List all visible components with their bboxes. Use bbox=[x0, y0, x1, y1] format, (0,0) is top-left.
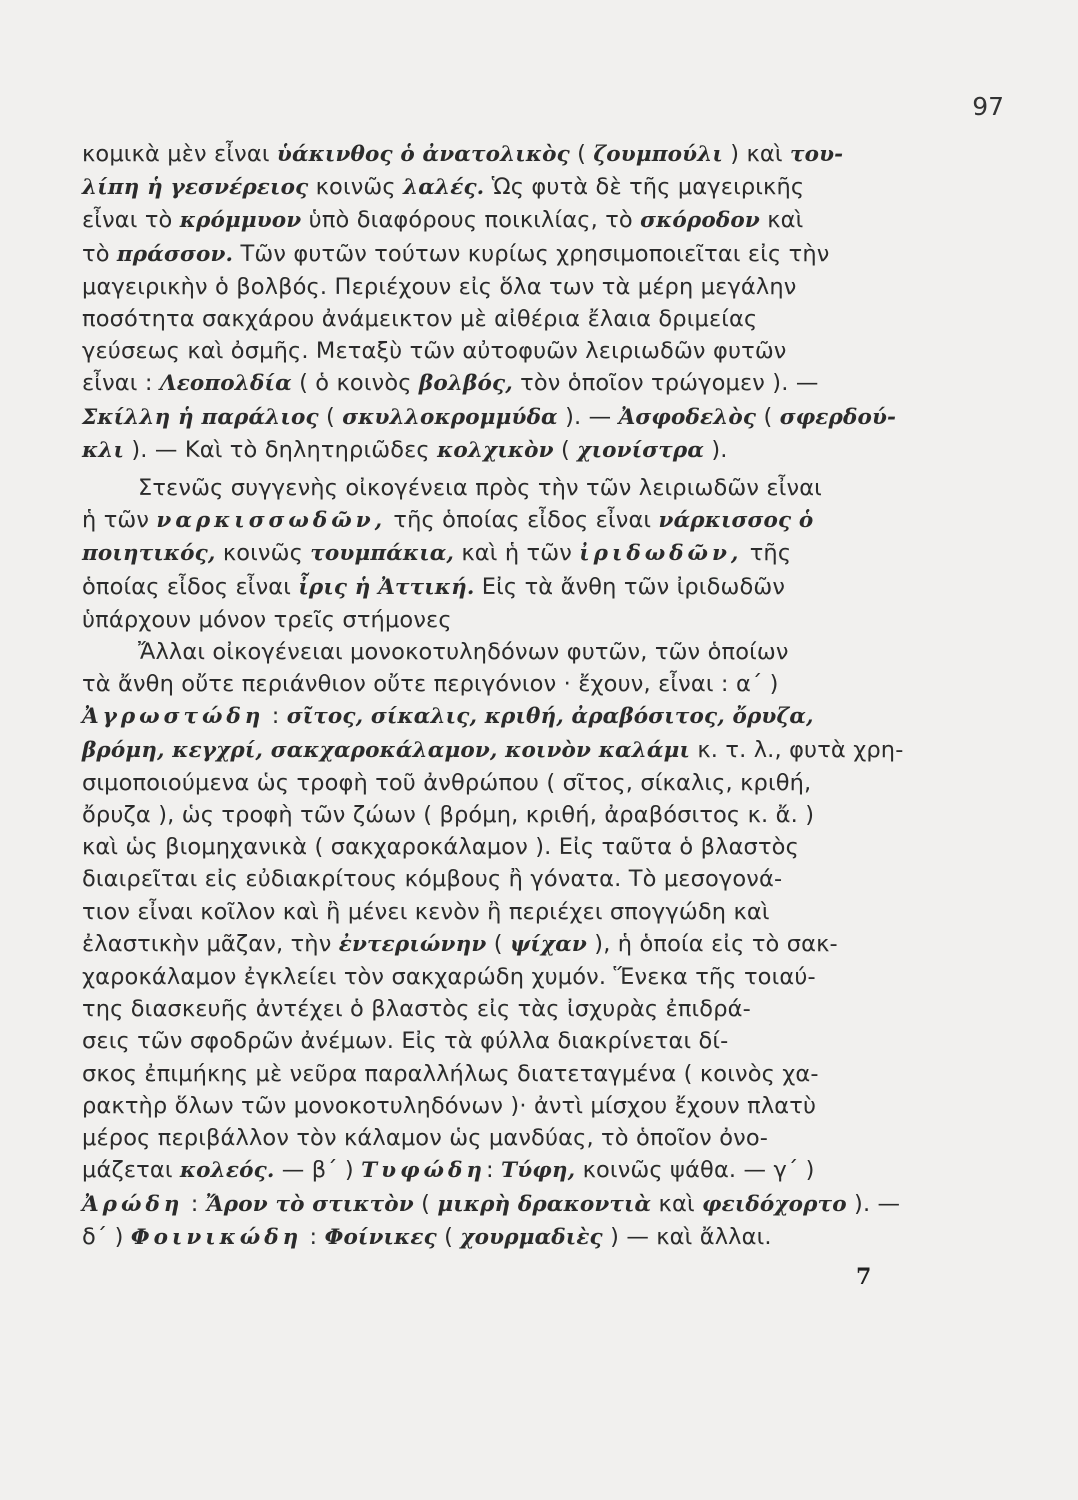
text-run: ( bbox=[486, 930, 510, 957]
text-line bbox=[82, 961, 942, 993]
text-line bbox=[82, 504, 942, 537]
emphasized-term: κλι bbox=[82, 437, 125, 463]
text-run: διαιρεῖται εἰς εὐδιακρίτους κόμβους ἢ γόνατα. Τὸ μεσογονά- bbox=[82, 866, 783, 893]
text-run: ρακτὴρ ὅλων τῶν μονοκοτυληδόνων )· ἀντὶ μίσχου ἔχουν πλατὺ bbox=[82, 1092, 817, 1119]
text-run: τὸ bbox=[82, 240, 117, 267]
emphasized-term: Φοινικώδη bbox=[130, 1224, 303, 1250]
emphasized-term: ναρκισσωδῶν, bbox=[156, 508, 387, 534]
text-line bbox=[82, 767, 942, 799]
emphasized-term: σῖτος, σίκαλις, κριθή, ἀραβόσιτος, ὄρυζα, bbox=[286, 704, 814, 730]
text-line bbox=[82, 799, 942, 831]
text-run: ὄρυζα ), ὡς τροφὴ τῶν ζώων ( βρόμη, κριθή, ἀραβόσιτος κ. ἄ. ) bbox=[82, 802, 815, 829]
text-line bbox=[82, 472, 942, 504]
emphasized-term: Ἀγρωστώδη bbox=[82, 704, 265, 730]
text-run: τὰ ἄνθη οὔτε περιάνθιον οὔτε περιγόνιον · ἔχουν, εἶναι : α΄ ) bbox=[82, 671, 779, 698]
text-run: κοινῶς bbox=[308, 174, 404, 201]
text-line bbox=[82, 1154, 942, 1187]
text-run: ποσότητα σακχάρου ἀνάμεικτον μὲ αἰθέρια ἔλαια δριμείας bbox=[82, 306, 758, 333]
text-run: καὶ bbox=[759, 207, 804, 234]
text-line bbox=[82, 303, 942, 335]
emphasized-term: μικρὴ δρακοντιὰ bbox=[437, 1191, 652, 1217]
emphasized-term: ποιητικός, bbox=[82, 541, 216, 567]
text-run: κομικὰ μὲν εἶναι bbox=[82, 141, 277, 167]
text-run: — β΄ ) bbox=[274, 1157, 362, 1184]
emphasized-term: πράσσον. bbox=[116, 241, 234, 267]
text-run: σεις τῶν σφοδρῶν ἀνέμων. Εἰς τὰ φύλλα διακρίνεται δί- bbox=[82, 1028, 729, 1055]
printer-signature: 7 bbox=[856, 1264, 872, 1290]
emphasized-term: σφερδού- bbox=[779, 404, 897, 430]
emphasized-term: κολχικὸν bbox=[437, 437, 554, 463]
emphasized-term: χουρμαδιὲς bbox=[460, 1224, 603, 1250]
emphasized-term: Τύφη, bbox=[501, 1158, 576, 1184]
emphasized-term: Λεοπολδία bbox=[159, 371, 292, 397]
text-run: ὑπὸ διαφόρους ποικιλίας, τὸ bbox=[301, 207, 641, 234]
text-line bbox=[82, 401, 942, 434]
text-run: Τῶν φυτῶν τούτων κυρίως χρησιμοποιεῖται εἰς τὴν bbox=[233, 240, 830, 267]
text-line bbox=[82, 668, 942, 700]
text-run: ( bbox=[413, 1190, 438, 1217]
text-run: ). — bbox=[846, 1190, 901, 1217]
text-run: ( bbox=[318, 403, 343, 430]
text-run: : bbox=[302, 1223, 325, 1250]
text-line bbox=[82, 238, 942, 271]
emphasized-term: σκυλλοκρομμύδα bbox=[342, 404, 558, 430]
text-run: τιον εἶναι κοῖλον καὶ ἢ μένει κενὸν ἢ περιέχει σπογγώδη καὶ bbox=[82, 898, 770, 925]
text-line bbox=[82, 604, 942, 636]
emphasized-term: του- bbox=[789, 142, 844, 167]
text-line bbox=[82, 636, 942, 668]
text-line bbox=[82, 204, 942, 237]
text-line bbox=[82, 993, 942, 1025]
text-run: κ. τ. λ., φυτὰ χρη- bbox=[690, 736, 904, 763]
emphasized-term: ζουμπούλι bbox=[593, 142, 723, 167]
emphasized-term: τουμπάκια, bbox=[310, 541, 455, 567]
text-run: : bbox=[183, 1190, 206, 1217]
emphasized-term: Ἀσφοδελὸς bbox=[618, 404, 757, 430]
text-run: Ἄλλαι οἰκογένειαι μονοκοτυληδόνων φυτῶν, τῶν ὁποίων bbox=[138, 639, 789, 666]
text-run: : bbox=[486, 1157, 502, 1184]
text-run: : bbox=[264, 703, 287, 730]
text-run: τῆς ὁποίας εἶδος εἶναι bbox=[386, 507, 659, 534]
text-line bbox=[82, 1122, 942, 1154]
text-line bbox=[82, 734, 942, 767]
text-run: κοινῶς ψάθα. — γ΄ ) bbox=[575, 1157, 815, 1184]
text-line bbox=[82, 537, 942, 570]
emphasized-term: κολεός. bbox=[179, 1158, 275, 1184]
text-run: ). bbox=[704, 436, 728, 463]
text-line bbox=[82, 434, 942, 467]
text-line bbox=[82, 700, 942, 733]
text-run: ( bbox=[436, 1223, 461, 1250]
text-run: μαγειρικὴν ὁ βολβός. Περιέχουν εἰς ὅλα των τὰ μέρη μεγάλην bbox=[82, 273, 797, 300]
text-run: ) καὶ bbox=[722, 141, 790, 167]
text-line bbox=[82, 271, 942, 303]
text-line bbox=[82, 1188, 942, 1221]
emphasized-term: νάρκισσος ὁ bbox=[658, 508, 814, 534]
text-run: ( bbox=[553, 436, 578, 463]
text-run: μάζεται bbox=[82, 1157, 180, 1184]
emphasized-term: Σκίλλη ἡ παράλιος bbox=[82, 404, 319, 430]
emphasized-term: βολβός, bbox=[418, 371, 513, 397]
emphasized-term: σκόροδον bbox=[640, 208, 760, 234]
text-run: ὑπάρχουν μόνον τρεῖς στήμονες bbox=[82, 606, 452, 633]
emphasized-term: Φοίνικες bbox=[324, 1224, 437, 1250]
text-line bbox=[82, 831, 942, 863]
emphasized-term: κρόμμυον bbox=[179, 208, 302, 234]
page-number: 97 bbox=[972, 92, 1004, 121]
text-run: τῆς bbox=[742, 540, 792, 567]
text-run: ἡ τῶν bbox=[82, 507, 157, 534]
text-line bbox=[82, 571, 942, 604]
emphasized-term: λαλές. bbox=[403, 175, 485, 201]
text-line bbox=[82, 896, 942, 928]
text-line bbox=[82, 1090, 942, 1122]
text-run: ), ἡ ὁποία εἰς τὸ σακ- bbox=[586, 930, 838, 957]
emphasized-term: ἰριδωδῶν, bbox=[579, 541, 743, 567]
text-body bbox=[82, 138, 942, 1254]
text-line bbox=[82, 171, 942, 204]
text-line bbox=[82, 335, 942, 367]
text-run: σιμοποιούμενα ὡς τροφὴ τοῦ ἀνθρώπου ( σῖτος, σίκαλις, κριθή, bbox=[82, 769, 812, 796]
text-run: σκος ἐπιμήκης μὲ νεῦρα παραλλήλως διατεταγμένα ( κοινὸς χα- bbox=[82, 1060, 819, 1087]
text-line bbox=[82, 367, 942, 400]
emphasized-term: ἐντεριώνην bbox=[338, 931, 487, 957]
emphasized-term: χιονίστρα bbox=[577, 437, 705, 463]
emphasized-term: Ἀρώδη bbox=[82, 1191, 184, 1217]
text-run: καὶ ἡ τῶν bbox=[454, 540, 580, 567]
text-run: Εἰς τὰ ἄνθη τῶν ἰριδωδῶν bbox=[474, 573, 786, 600]
text-run: ( bbox=[569, 141, 594, 167]
text-run: τὸν ὁποῖον τρώγομεν ). — bbox=[512, 370, 819, 397]
text-run: ὁποίας εἶδος εἶναι bbox=[82, 573, 299, 600]
text-run: εἶναι : bbox=[82, 370, 160, 397]
text-run: ἐλαστικὴν μᾶζαν, τὴν bbox=[82, 930, 339, 957]
text-line bbox=[82, 1058, 942, 1090]
emphasized-term: ἶρις ἡ Ἀττική. bbox=[298, 574, 475, 600]
text-run: Ὡς φυτὰ δὲ τῆς μαγειρικῆς bbox=[484, 174, 805, 201]
text-run: κοινῶς bbox=[215, 540, 311, 567]
text-run: της διασκευῆς ἀντέχει ὁ βλαστὸς εἰς τὰς ἰσχυρὰς ἐπιδρά- bbox=[82, 996, 751, 1023]
text-run: καὶ bbox=[651, 1190, 703, 1217]
text-run: Στενῶς συγγενὴς οἰκογένεια πρὸς τὴν τῶν λειριωδῶν εἶναι bbox=[138, 475, 822, 502]
text-run: ). — bbox=[557, 403, 619, 430]
emphasized-term: Ἄρον τὸ στικτὸν bbox=[205, 1191, 414, 1217]
text-run: ) — καὶ ἄλλαι. bbox=[602, 1223, 772, 1250]
text-run: ( ὁ κοινὸς bbox=[291, 370, 419, 397]
text-run: εἶναι τὸ bbox=[82, 207, 180, 234]
text-run: ( bbox=[756, 403, 780, 430]
emphasized-term: Τυφώδη bbox=[361, 1158, 486, 1184]
text-line bbox=[82, 138, 942, 171]
text-run: χαροκάλαμον ἐγκλείει τὸν σακχαρώδη χυμόν. Ἕνεκα τῆς τοιαύ- bbox=[82, 964, 816, 991]
emphasized-term: φειδόχορτο bbox=[702, 1191, 847, 1217]
text-run: καὶ ὡς βιομηχανικὰ ( σακχαροκάλαμον ). Εἰς ταῦτα ὁ βλαστὸς bbox=[82, 834, 799, 861]
emphasized-term: βρόμη, κεγχρί, σακχαροκάλαμον, κοινὸν καλάμι bbox=[82, 737, 691, 763]
text-line bbox=[82, 928, 942, 961]
text-run: μέρος περιβάλλον τὸν κάλαμον ὡς μανδύας, τὸ ὁποῖον ὀνο- bbox=[82, 1125, 769, 1152]
emphasized-term: ψίχαν bbox=[509, 931, 587, 957]
text-run: ). — Καὶ τὸ δηλητηριῶδες bbox=[124, 436, 438, 463]
text-line bbox=[82, 1025, 942, 1057]
emphasized-term: λίπη ἡ γεσνέρειος bbox=[82, 175, 309, 201]
text-line bbox=[82, 863, 942, 895]
text-line bbox=[82, 1221, 942, 1254]
text-run: δ΄ ) bbox=[82, 1223, 131, 1250]
text-run: γεύσεως καὶ ὀσμῆς. Μεταξὺ τῶν αὐτοφυῶν λειριωδῶν φυτῶν bbox=[82, 338, 787, 365]
emphasized-term: ὑάκινθος ὁ ἀνατολικὸς bbox=[276, 142, 570, 167]
